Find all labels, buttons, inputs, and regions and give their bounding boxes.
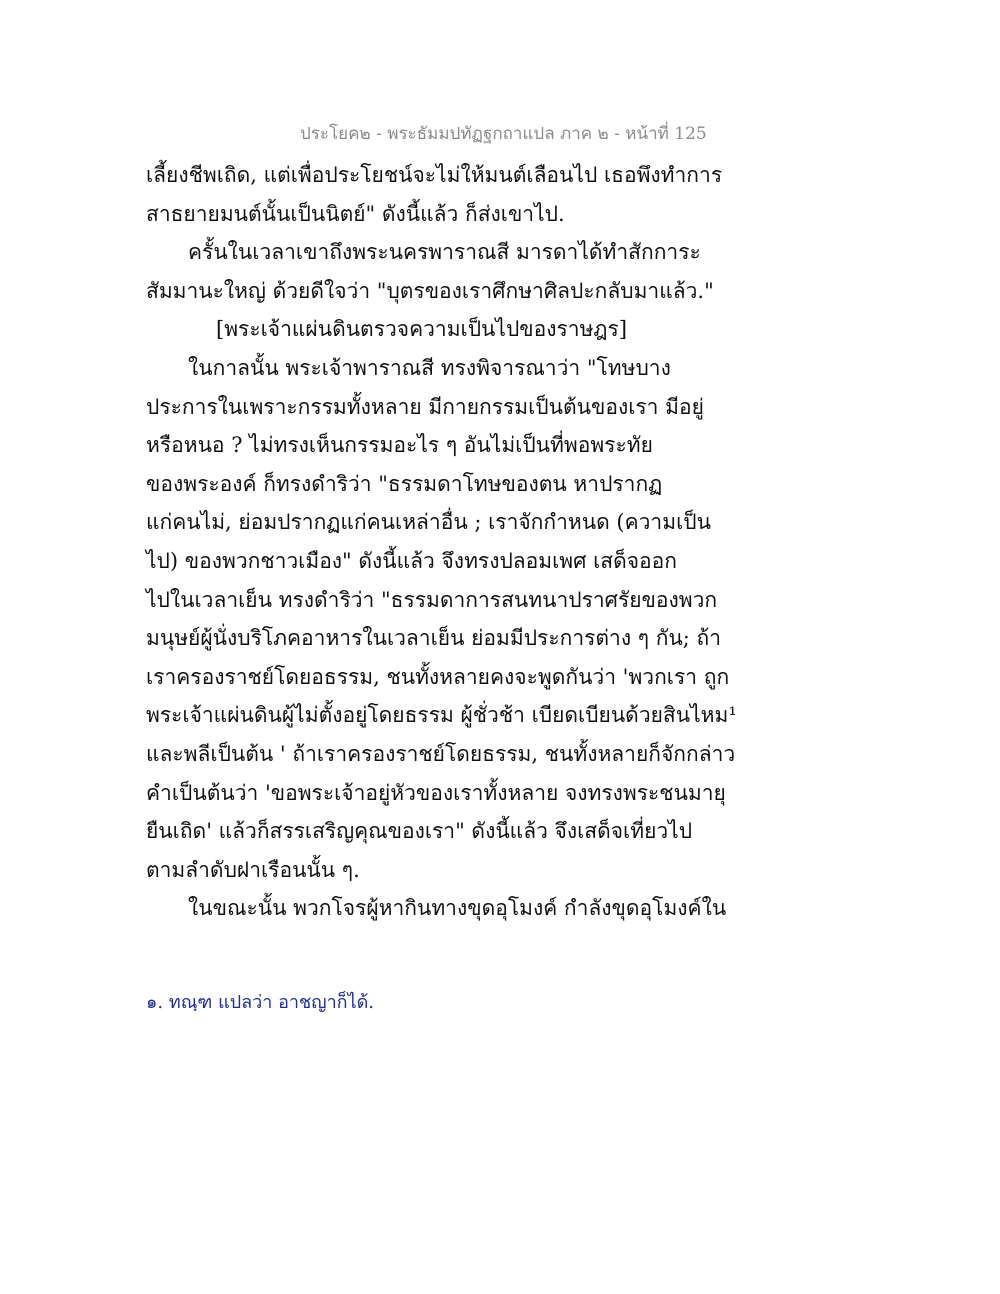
- text-line: คำเป็นต้นว่า 'ขอพระเจ้าอยู่หัวของเราทั้งหลาย จงทรงพระชนมายุ: [146, 780, 726, 805]
- running-header: ประโยค๒ - พระธัมมปทัฏฐกถาแปล ภาค ๒ - หน้าที่ 125: [300, 124, 707, 144]
- text-line: สัมมานะใหญ่ ด้วยดีใจว่า "บุตรของเราศึกษาศิลปะกลับมาแล้ว.": [146, 278, 714, 303]
- text-line: และพลีเป็นต้น ' ถ้าเราครองราชย์โดยธรรม, ชนทั้งหลายก็จักกล่าว: [146, 741, 736, 766]
- text-line: พระเจ้าแผ่นดินผู้ไม่ตั้งอยู่โดยธรรม ผู้ชั่วช้า เบียดเบียนด้วยสินไหม¹: [146, 703, 737, 728]
- body-text: [146, 156, 737, 928]
- paragraph-start-line: ในกาลนั้น พระเจ้าพาราณสี ทรงพิจารณาว่า "โทษบาง: [188, 355, 671, 380]
- text-line: สาธยายมนต์นั้นเป็นนิตย์" ดังนี้แล้ว ก็ส่งเขาไป.: [146, 201, 565, 226]
- text-line: ไปในเวลาเย็น ทรงดำริว่า "ธรรมดาการสนทนาปราศรัยของพวก: [146, 587, 718, 612]
- text-line: เราครองราชย์โดยอธรรม, ชนทั้งหลายคงจะพูดกันว่า 'พวกเรา ถูก: [146, 664, 730, 689]
- text-line: ของพระองค์ ก็ทรงดำริว่า "ธรรมดาโทษของตน หาปรากฏ: [146, 471, 663, 496]
- text-line: ตามลำดับฝาเรือนนั้น ๆ.: [146, 857, 360, 882]
- paragraph-start-line: ครั้นในเวลาเขาถึงพระนครพาราณสี มารดาได้ทำสักการะ: [188, 240, 701, 265]
- text-line: ยืนเถิด' แล้วก็สรรเสริญคุณของเรา" ดังนี้แล้ว จึงเสด็จเที่ยวไป: [146, 819, 693, 844]
- text-line: ประการในเพราะกรรมทั้งหลาย มีกายกรรมเป็นต้นของเรา มีอยู่: [146, 394, 704, 419]
- paragraph-start-line: ในขณะนั้น พวกโจรผู้หากินทางขุดอุโมงค์ กำลังขุดอุโมงค์ใน: [188, 896, 727, 921]
- text-line: ไป) ของพวกชาวเมือง" ดังนี้แล้ว จึงทรงปลอมเพศ เสด็จออก: [146, 548, 677, 573]
- section-heading: [พระเจ้าแผ่นดินตรวจความเป็นไปของราษฎร]: [216, 317, 628, 342]
- footnote: ๑. ทณฺฑ แปลว่า อาชญาก็ได้.: [146, 992, 375, 1013]
- text-line: แก่คนไม่, ย่อมปรากฏแก่คนเหล่าอื่น ; เราจักกำหนด (ความเป็น: [146, 510, 711, 535]
- text-line: หรือหนอ ? ไม่ทรงเห็นกรรมอะไร ๆ อันไม่เป็นที่พอพระทัย: [146, 433, 653, 458]
- text-line: มนุษย์ผู้นั่งบริโภคอาหารในเวลาเย็น ย่อมมีประการต่าง ๆ กัน; ถ้า: [146, 626, 722, 651]
- text-line: เลี้ยงชีพเถิด, แต่เพื่อประโยชน์จะไม่ให้มนต์เลือนไป เธอพึงทำการ: [146, 163, 723, 187]
